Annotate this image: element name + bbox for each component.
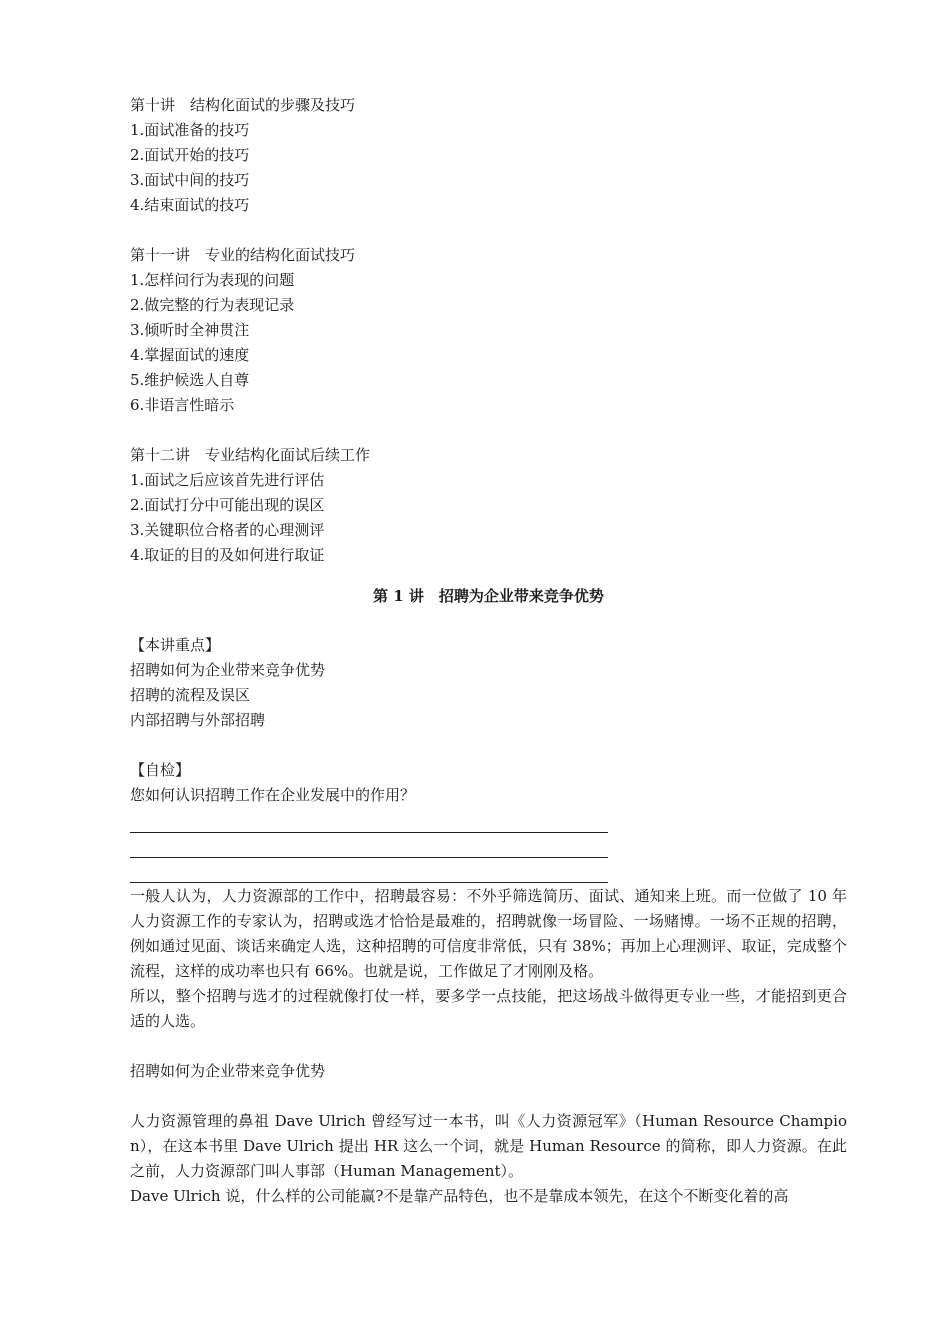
toc-section-10	[130, 93, 847, 218]
answer-line[interactable]	[130, 808, 608, 833]
toc-item: 1.面试之后应该首先进行评估	[130, 471, 325, 489]
toc-heading: 第十二讲 专业结构化面试后续工作	[130, 446, 371, 464]
toc-item: 2.面试打分中可能出现的误区	[130, 496, 325, 514]
document-page	[130, 93, 847, 1209]
lecture-title: 第 1 讲 招聘为企业带来竞争优势	[373, 587, 604, 605]
answer-line[interactable]	[130, 833, 608, 858]
focus-item: 招聘的流程及误区	[130, 686, 251, 704]
toc-section-12	[130, 443, 847, 568]
focus-item: 招聘如何为企业带来竞争优势	[130, 661, 326, 679]
toc-heading: 第十讲 结构化面试的步骤及技巧	[130, 96, 356, 114]
focus-item: 内部招聘与外部招聘	[130, 711, 266, 729]
toc-item: 4.取证的目的及如何进行取证	[130, 546, 325, 564]
toc-heading: 第十一讲 专业的结构化面试技巧	[130, 246, 356, 264]
toc-item: 3.关键职位合格者的心理测评	[130, 521, 325, 539]
section-subheading: 招聘如何为企业带来竞争优势	[130, 1062, 326, 1080]
focus-label: 【本讲重点】	[130, 636, 221, 654]
paragraph: 人力资源管理的鼻祖 Dave Ulrich 曾经写过一本书，叫《人力资源冠军》（Human Resource Champion），在这本书里 Dave Ulrich 提出 HR 这么一个词，就是 Human Resource 的简称，即人力资源。在此之前，人力资源部门叫人事部（Human Management）。	[130, 1112, 847, 1180]
toc-item: 4.结束面试的技巧	[130, 196, 250, 214]
toc-item: 3.倾听时全神贯注	[130, 321, 250, 339]
toc-section-11	[130, 243, 847, 418]
answer-line[interactable]	[130, 858, 608, 883]
paragraph: 一般人认为，人力资源部的工作中，招聘最容易：不外乎筛选简历、面试、通知来上班。而一位做了 10 年人力资源工作的专家认为，招聘或选才恰恰是最难的，招聘就像一场冒险、一场赌博。一场不正规的招聘，例如通过见面、谈话来确定人选，这种招聘的可信度非常低，只有 38%；再加上心理测评、取证，完成整个流程，这样的成功率也只有 66%。也就是说，工作做足了才刚刚及格。	[130, 887, 847, 980]
paragraph: Dave Ulrich 说，什么样的公司能赢?不是靠产品特色，也不是靠成本领先，在这个不断变化着的高	[130, 1187, 789, 1205]
selfcheck-question: 您如何认识招聘工作在企业发展中的作用？	[130, 786, 416, 804]
toc-item: 1.面试准备的技巧	[130, 121, 250, 139]
toc-item: 4.掌握面试的速度	[130, 346, 250, 364]
self-check	[130, 758, 847, 883]
toc-item: 5.维护候选人自尊	[130, 371, 250, 389]
toc-item: 1.怎样问行为表现的问题	[130, 271, 295, 289]
toc-item: 2.做完整的行为表现记录	[130, 296, 295, 314]
lecture-focus	[130, 633, 847, 733]
toc-item: 6.非语言性暗示	[130, 396, 235, 414]
toc-item: 3.面试中间的技巧	[130, 171, 250, 189]
paragraph: 所以，整个招聘与选才的过程就像打仗一样，要多学一点技能，把这场战斗做得更专业一些，才能招到更合适的人选。	[130, 987, 847, 1030]
body-text	[130, 884, 847, 1209]
toc-item: 2.面试开始的技巧	[130, 146, 250, 164]
selfcheck-label: 【自检】	[130, 761, 191, 779]
